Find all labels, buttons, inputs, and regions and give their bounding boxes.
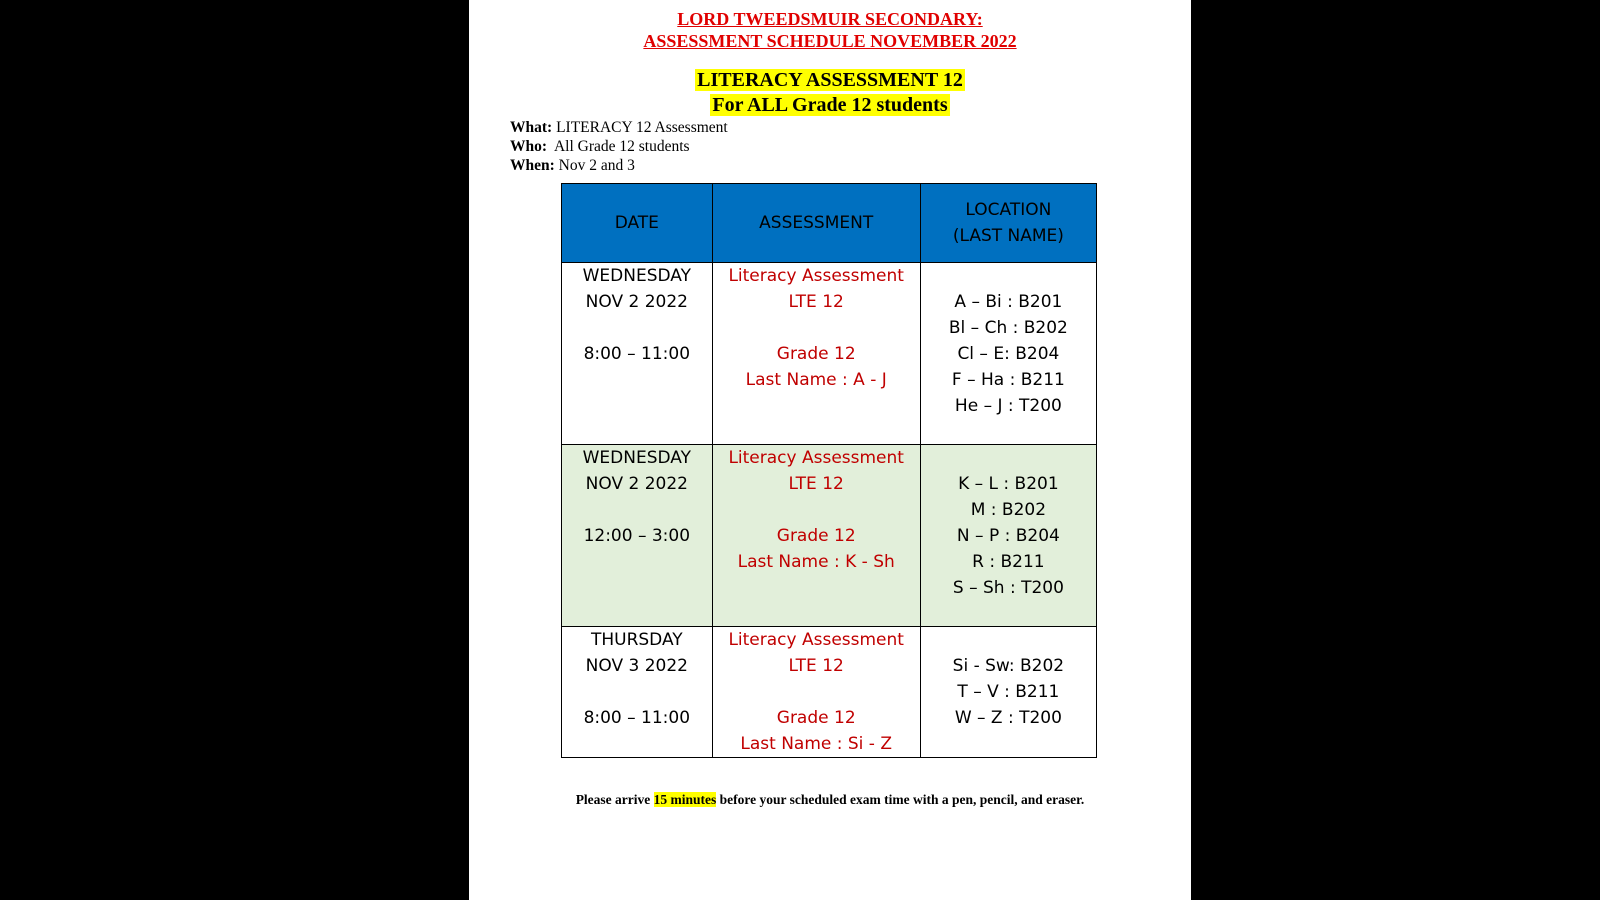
location-item: F – Ha : B211 <box>951 370 1065 390</box>
last-name-range: Last Name : A - J <box>745 370 887 390</box>
when-label: When: <box>510 157 555 174</box>
location-item: Bl – Ch : B202 <box>948 318 1068 338</box>
note-after: before your scheduled exam time with a pen, pencil, and eraser. <box>719 792 1085 807</box>
document-title <box>469 8 1191 52</box>
schedule-table <box>561 183 1097 758</box>
location-item: He – J : T200 <box>954 396 1062 416</box>
location-cell <box>920 263 1096 445</box>
location-item: M : B202 <box>970 500 1047 520</box>
last-name-range: Last Name : K - Sh <box>737 552 895 572</box>
assessment-name: Literacy Assessment <box>728 630 904 650</box>
assessment-details <box>510 118 728 175</box>
day: WEDNESDAY <box>582 266 691 286</box>
assessment-cell <box>712 263 920 445</box>
location-item: Cl – E: B204 <box>957 344 1060 364</box>
time: 8:00 – 11:00 <box>583 344 691 364</box>
location-cell <box>920 445 1096 627</box>
date-cell <box>562 445 713 627</box>
location-cell <box>920 627 1096 758</box>
who-label: Who: <box>510 138 548 155</box>
title-line-1: LORD TWEEDSMUIR SECONDARY: <box>677 9 983 29</box>
date-cell <box>562 627 713 758</box>
location-item: N – P : B204 <box>956 526 1060 546</box>
document-page <box>469 0 1191 900</box>
time: 12:00 – 3:00 <box>583 526 691 546</box>
table-row <box>562 445 1097 627</box>
location-item: T – V : B211 <box>957 682 1060 702</box>
header-location-line-2: (LAST NAME) <box>952 226 1064 246</box>
table-row <box>562 627 1097 758</box>
location-item: A – Bi : B201 <box>954 292 1063 312</box>
date: NOV 2 2022 <box>585 474 688 494</box>
location-item: Si - Sw: B202 <box>952 656 1065 676</box>
assessment-name: Literacy Assessment <box>728 266 904 286</box>
table-row <box>562 263 1097 445</box>
location-item: R : B211 <box>972 552 1045 572</box>
location-item: W – Z : T200 <box>954 708 1062 728</box>
what-label: What: <box>510 119 553 136</box>
grade: Grade 12 <box>776 708 856 728</box>
day: THURSDAY <box>590 630 683 650</box>
last-name-range: Last Name : Si - Z <box>740 734 892 754</box>
header-location-line-1: LOCATION <box>965 200 1052 220</box>
subtitle-line-2: For ALL Grade 12 students <box>712 94 948 116</box>
note-before: Please arrive <box>575 792 651 807</box>
grade: Grade 12 <box>776 526 856 546</box>
subtitle-line-1: LITERACY ASSESSMENT 12 <box>697 69 963 91</box>
when-value: Nov 2 and 3 <box>558 157 635 174</box>
when-row <box>510 156 728 175</box>
assessment-code: LTE 12 <box>788 656 844 676</box>
assessment-cell <box>712 445 920 627</box>
location-item: S – Sh : T200 <box>952 578 1064 598</box>
date: NOV 3 2022 <box>585 656 688 676</box>
date-cell <box>562 263 713 445</box>
time: 8:00 – 11:00 <box>583 708 691 728</box>
day: WEDNESDAY <box>582 448 691 468</box>
table-header-row <box>562 184 1097 263</box>
assessment-cell <box>712 627 920 758</box>
what-row <box>510 118 728 137</box>
assessment-name: Literacy Assessment <box>728 448 904 468</box>
assessment-code: LTE 12 <box>788 292 844 312</box>
location-item: K – L : B201 <box>958 474 1059 494</box>
grade: Grade 12 <box>776 344 856 364</box>
assessment-code: LTE 12 <box>788 474 844 494</box>
header-location <box>920 184 1096 263</box>
header-assessment: ASSESSMENT <box>712 184 920 263</box>
what-value: LITERACY 12 Assessment <box>556 119 728 136</box>
header-date: DATE <box>562 184 713 263</box>
date: NOV 2 2022 <box>585 292 688 312</box>
who-row <box>510 137 728 156</box>
document-subtitle <box>469 68 1191 118</box>
arrival-note <box>469 792 1191 808</box>
title-line-2: ASSESSMENT SCHEDULE NOVEMBER 2022 <box>643 31 1017 51</box>
who-value: All Grade 12 students <box>553 138 690 155</box>
note-highlight: 15 minutes <box>653 792 717 807</box>
